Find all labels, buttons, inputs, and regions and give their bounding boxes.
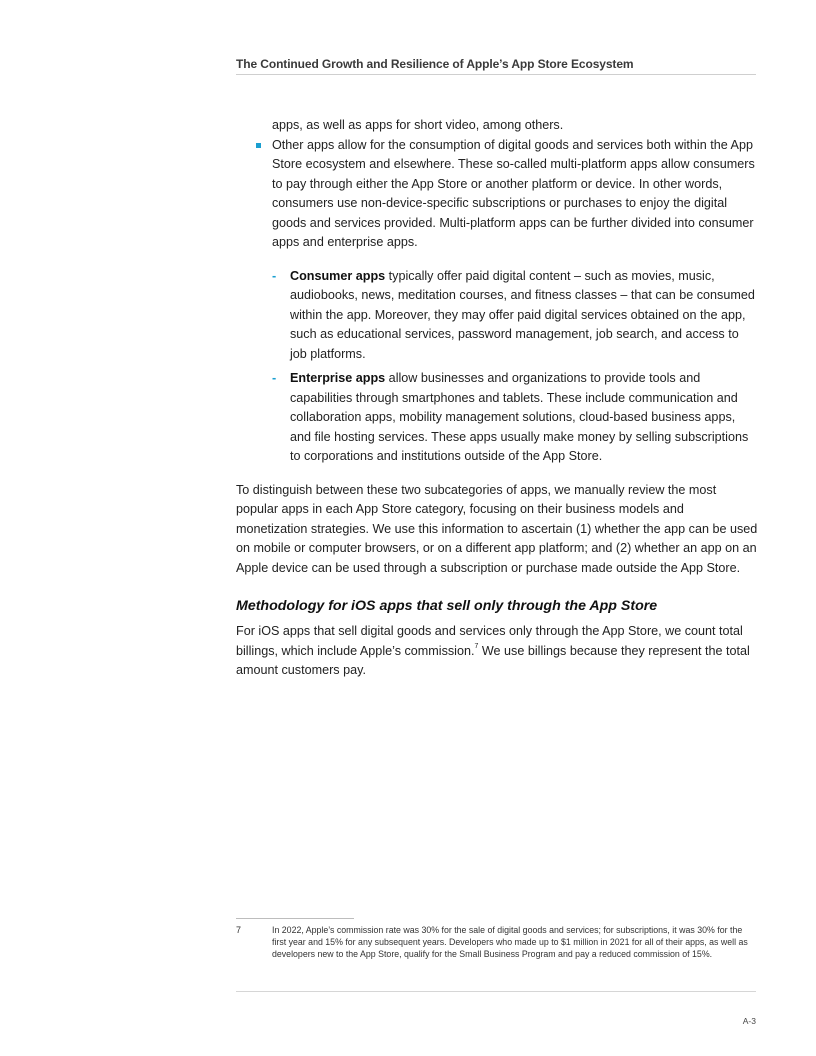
dash-bullet-icon: - (272, 371, 277, 385)
bullet-text: Other apps allow for the consumption of digital goods and services both within the App Store ecosystem and elsewhere. These so-called multi-platform apps allow consumers to pay through either the App Store or another platform or device. In other words, consumers use non-device-specific subscriptions or purchases to enjoy the digital goods and services provided. Multi-platform apps can be further divided into consumer apps and enterprise apps. (272, 137, 755, 249)
sub-item-term: Enterprise apps (290, 371, 386, 385)
paragraph-text-before: For iOS apps that sell digital goods and services only through the App Store, we count total billings, which include Apple’s commission. (236, 624, 743, 658)
paragraph-subcategories: To distinguish between these two subcategories of apps, we manually review the most popular apps in each App Store category, focusing on their business models and monetization strategies. We use this information to ascertain (1) whether the app can be used on mobile or computer browsers, or on a different app platform; and (2) whether an app on an Apple device can be used through a subscription or purchase made outside the App Store. (236, 482, 758, 575)
sub-item-enterprise-apps (272, 369, 758, 467)
footnote-number: 7 (236, 925, 242, 935)
bullet-item-multi-platform (272, 136, 758, 253)
square-bullet-icon (256, 143, 261, 148)
footnote-reference[interactable]: 7 (474, 642, 479, 650)
page-number: A-3 (742, 1016, 756, 1026)
footnote-text: In 2022, Apple’s commission rate was 30% for the sale of digital goods and services; for subscriptions, it was 30% for the first year and 15% for any subsequent years. Developers who made up to $1 million in 2021 for all of their apps, as well as developers new to the App Store, qualify for the Small Business Program and pay a reduced commission of 15%. (272, 925, 748, 959)
footnote-divider (236, 918, 354, 919)
sub-item-text: allow businesses and organizations to provide tools and capabilities through smartphones and tablets. These include communication and collaboration apps, mobility management solutions, cloud-based business apps, and file hosting services. These apps usually make money by selling subscriptions to corporations and institutions outside of the App Store. (290, 371, 749, 463)
section-heading: Methodology for iOS apps that sell only through the App Store (236, 598, 658, 614)
sub-item-text: typically offer paid digital content – such as movies, music, audiobooks, news, meditation courses, and fitness classes – that can be consumed within the app. Moreover, they may offer paid digital services obtained on the app, such as educational services, password management, job search, and access to job platforms. (290, 268, 755, 361)
paragraph-methodology (236, 622, 758, 681)
paragraph-text-after: We use billings because they represent the total amount customers pay. (236, 643, 750, 677)
sub-item-consumer-apps (272, 267, 758, 365)
dash-bullet-icon: - (272, 268, 277, 283)
header-divider (236, 74, 756, 75)
sub-item-term: Consumer apps (290, 268, 386, 283)
footer-divider (236, 991, 756, 992)
running-header-title: The Continued Growth and Resilience of Apple’s App Store Ecosystem (236, 57, 634, 71)
continued-list-text: apps, as well as apps for short video, among others. (272, 118, 564, 132)
body-text (236, 116, 758, 681)
